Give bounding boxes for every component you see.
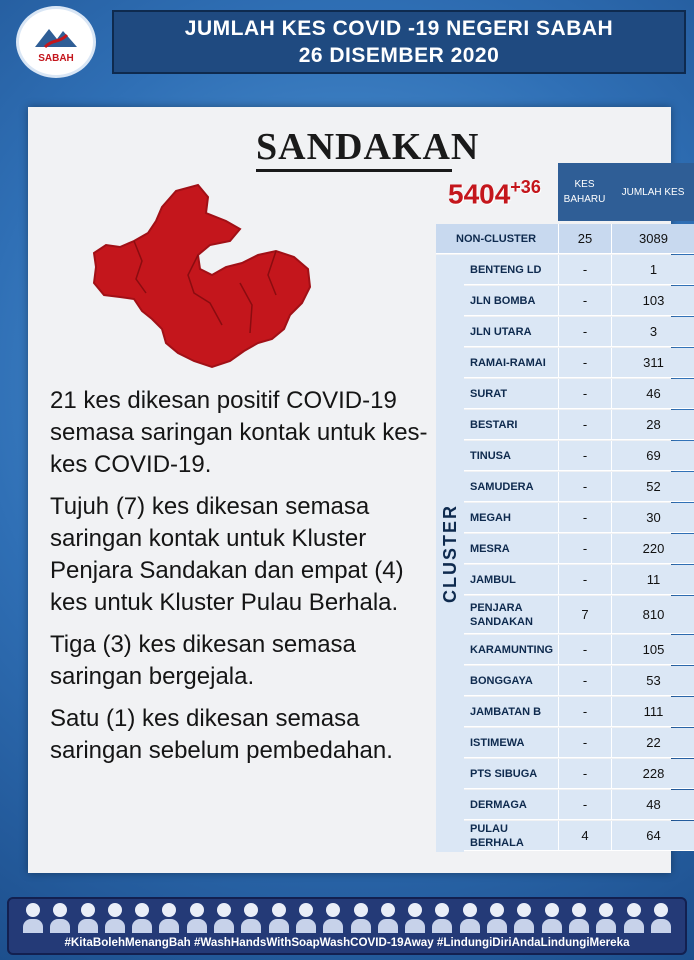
row-jumlah: 810 <box>611 596 694 633</box>
row-name: PTS SIBUGA <box>470 767 538 780</box>
row-name: BENTENG LD <box>470 263 542 276</box>
person-icon <box>378 903 398 933</box>
person-icon <box>187 903 207 933</box>
district-name: SANDAKAN <box>256 125 452 172</box>
person-icon <box>405 903 425 933</box>
table-row <box>464 348 694 378</box>
person-icon <box>159 903 179 933</box>
person-icon <box>487 903 507 933</box>
row-jumlah: 64 <box>611 821 694 850</box>
table-row <box>464 666 694 696</box>
row-jumlah: 1 <box>611 255 694 284</box>
person-icon <box>624 903 644 933</box>
row-baru: - <box>558 503 611 532</box>
table-row <box>464 635 694 665</box>
person-icon <box>241 903 261 933</box>
row-baru: - <box>558 286 611 315</box>
logo-text: SABAH <box>38 52 74 64</box>
person-icon <box>351 903 371 933</box>
row-name: RAMAI-RAMAI <box>470 356 546 369</box>
person-icon <box>50 903 70 933</box>
new-cases: +36 <box>510 177 541 197</box>
row-jumlah: 3089 <box>611 224 694 253</box>
row-name: JLN BOMBA <box>470 294 536 307</box>
row-jumlah: 220 <box>611 534 694 563</box>
person-icon <box>432 903 452 933</box>
person-icon <box>132 903 152 933</box>
row-baru: - <box>558 728 611 757</box>
row-jumlah: 46 <box>611 379 694 408</box>
description-paragraph: Satu (1) kes dikesan semasa saringan sebelum pembedahan. <box>50 705 393 764</box>
row-jumlah: 311 <box>611 348 694 377</box>
frontliner-figures <box>23 903 671 933</box>
title-line-1: JUMLAH KES COVID -19 NEGERI SABAH <box>184 17 614 40</box>
col-jumlah-kes: JUMLAH KES <box>611 163 694 221</box>
row-baru: 7 <box>558 596 611 633</box>
table-row <box>464 596 694 634</box>
sandakan-map <box>90 183 316 371</box>
description <box>50 385 440 777</box>
cluster-label-text: CLUSTER <box>439 504 460 603</box>
table-row <box>464 790 694 820</box>
row-name: JAMBATAN B <box>470 705 542 718</box>
row-name: SURAT <box>470 387 508 400</box>
row-baru: - <box>558 666 611 695</box>
row-baru: - <box>558 317 611 346</box>
row-baru: - <box>558 379 611 408</box>
row-name: MESRA <box>470 542 510 555</box>
row-baru: - <box>558 410 611 439</box>
person-icon <box>596 903 616 933</box>
table-row <box>464 821 694 851</box>
footer-banner <box>7 897 687 955</box>
row-baru: 4 <box>558 821 611 850</box>
row-jumlah: 103 <box>611 286 694 315</box>
row-name: SAMUDERA <box>470 480 534 493</box>
person-icon <box>214 903 234 933</box>
row-baru: - <box>558 790 611 819</box>
mountain-icon <box>33 21 79 51</box>
table-row <box>464 759 694 789</box>
table-row <box>464 472 694 502</box>
table-row <box>464 503 694 533</box>
row-baru: - <box>558 635 611 664</box>
row-jumlah: 11 <box>611 565 694 594</box>
footer-hashtags: #KitaBolehMenangBah #WashHandsWithSoapWashCOVID-19Away #LindungiDiriAndaLindungiMereka <box>64 936 630 949</box>
description-paragraph: Tujuh (7) kes dikesan semasa saringan kontak untuk Kluster Penjara Sandakan dan empat (4) kes untuk Kluster Pulau Berhala. <box>50 493 404 616</box>
row-name: MEGAH <box>470 511 511 524</box>
total-cases <box>448 177 541 210</box>
row-name: KARAMUNTING <box>470 643 554 656</box>
person-icon <box>651 903 671 933</box>
row-baru: - <box>558 255 611 284</box>
row-jumlah: 52 <box>611 472 694 501</box>
row-name: BESTARI <box>470 418 518 431</box>
row-jumlah: 105 <box>611 635 694 664</box>
row-name: TINUSA <box>470 449 511 462</box>
row-baru: 25 <box>558 224 611 253</box>
row-jumlah: 30 <box>611 503 694 532</box>
row-jumlah: 48 <box>611 790 694 819</box>
table-row <box>464 441 694 471</box>
table-row <box>464 379 694 409</box>
non-cluster-row <box>436 224 694 254</box>
person-icon <box>296 903 316 933</box>
row-name: DERMAGA <box>470 798 527 811</box>
table-row <box>464 697 694 727</box>
page-title <box>112 10 686 74</box>
row-jumlah: 111 <box>611 697 694 726</box>
row-baru: - <box>558 534 611 563</box>
table-row <box>464 317 694 347</box>
person-icon <box>78 903 98 933</box>
row-jumlah: 228 <box>611 759 694 788</box>
col-kes-baharu: KES BAHARU <box>558 163 611 221</box>
sabah-logo <box>16 6 96 78</box>
person-icon <box>542 903 562 933</box>
table-row <box>464 255 694 285</box>
description-paragraph: 21 kes dikesan positif COVID-19 semasa saringan kontak untuk kes-kes COVID-19. <box>50 387 428 478</box>
row-name: BONGGAYA <box>470 674 533 687</box>
person-icon <box>23 903 43 933</box>
table-row <box>464 286 694 316</box>
row-name: PENJARA SANDAKAN <box>470 601 533 628</box>
row-baru: - <box>558 759 611 788</box>
row-jumlah: 53 <box>611 666 694 695</box>
row-jumlah: 28 <box>611 410 694 439</box>
person-icon <box>569 903 589 933</box>
description-paragraph: Tiga (3) kes dikesan semasa saringan bergejala. <box>50 631 356 690</box>
title-line-2: 26 DISEMBER 2020 <box>298 44 500 67</box>
table-row <box>464 728 694 758</box>
total-value: 5404 <box>448 178 511 210</box>
row-baru: - <box>558 348 611 377</box>
row-baru: - <box>558 565 611 594</box>
row-name: ISTIMEWA <box>470 736 525 749</box>
person-icon <box>460 903 480 933</box>
row-name: NON-CLUSTER <box>456 232 537 245</box>
person-icon <box>323 903 343 933</box>
row-name: JLN UTARA <box>470 325 532 338</box>
row-jumlah: 3 <box>611 317 694 346</box>
person-icon <box>514 903 534 933</box>
person-icon <box>269 903 289 933</box>
row-name: JAMBUL <box>470 573 516 586</box>
row-baru: - <box>558 697 611 726</box>
table-row <box>464 410 694 440</box>
row-jumlah: 69 <box>611 441 694 470</box>
person-icon <box>105 903 125 933</box>
table-row <box>464 565 694 595</box>
cluster-side-label <box>436 255 464 852</box>
row-baru: - <box>558 472 611 501</box>
row-name: PULAU BERHALA <box>470 822 524 849</box>
main-panel <box>28 107 685 873</box>
row-baru: - <box>558 441 611 470</box>
table-row <box>464 534 694 564</box>
row-jumlah: 22 <box>611 728 694 757</box>
